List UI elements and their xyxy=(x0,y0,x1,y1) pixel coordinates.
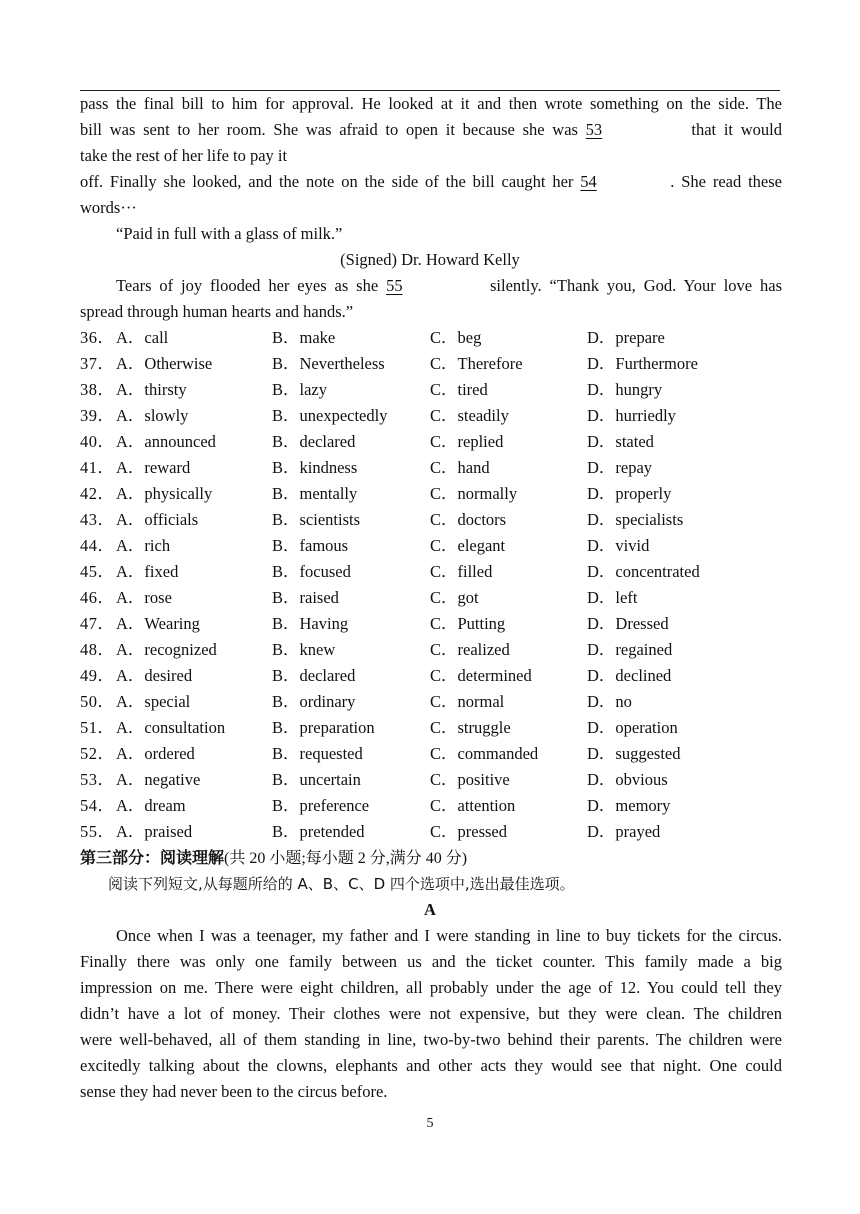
option-d: D．properly xyxy=(587,484,672,503)
question-row xyxy=(80,429,782,455)
question-number: 49． xyxy=(80,666,115,685)
option-a: A．Otherwise xyxy=(116,354,213,373)
quote-line: “Paid in full with a glass of milk.” xyxy=(116,224,343,243)
question-number: 38． xyxy=(80,380,115,399)
section-title: 第三部分：阅读理解 xyxy=(80,848,225,867)
question-row xyxy=(80,325,782,351)
option-c: C．normally xyxy=(430,484,518,503)
option-c: C．elegant xyxy=(430,536,506,555)
question-row xyxy=(80,377,782,403)
passage-a-line: didn’t have a lot of money. Their clothes were not expensive, but they were clean. The children xyxy=(80,1004,782,1023)
option-a: A．officials xyxy=(116,510,199,529)
question-number: 48． xyxy=(80,640,115,659)
question-number: 39． xyxy=(80,406,115,425)
option-b: B．declared xyxy=(272,666,356,685)
question-number: 43． xyxy=(80,510,115,529)
passage-text: Tears of joy flooded her eyes as she xyxy=(116,276,379,295)
signature-line: (Signed) Dr. Howard Kelly xyxy=(340,250,520,269)
question-number: 40． xyxy=(80,432,115,451)
option-a: A．desired xyxy=(116,666,193,685)
option-c: C．tired xyxy=(430,380,488,399)
passage-line: spread through human hearts and hands.” xyxy=(80,302,354,321)
option-d: D．hungry xyxy=(587,380,663,399)
passage-text: bill was sent to her room. She was afraid to open it because she was xyxy=(80,120,578,139)
question-number: 36． xyxy=(80,328,115,347)
passage-text: off. Finally she looked, and the note on the side of the bill caught her xyxy=(80,172,574,191)
option-c: C．commanded xyxy=(430,744,539,763)
option-c: C．attention xyxy=(430,796,516,815)
option-a: A．slowly xyxy=(116,406,189,425)
option-d: D．prepare xyxy=(587,328,665,347)
option-b: B．declared xyxy=(272,432,356,451)
option-a: A．thirsty xyxy=(116,380,187,399)
option-a: A．announced xyxy=(116,432,216,451)
option-d: D．no xyxy=(587,692,632,711)
option-b: B．preparation xyxy=(272,718,375,737)
option-c: C．pressed xyxy=(430,822,507,841)
option-d: D．Dressed xyxy=(587,614,669,633)
option-a: A．dream xyxy=(116,796,186,815)
option-a: A．physically xyxy=(116,484,213,503)
option-b: B．requested xyxy=(272,744,363,763)
passage-a-line: Finally there was only one family between us and the ticket counter. This family made a big xyxy=(80,952,782,971)
passage-text: that it would xyxy=(691,120,782,139)
option-c: C．Therefore xyxy=(430,354,523,373)
section-heading xyxy=(80,845,467,872)
question-number: 53． xyxy=(80,770,115,789)
option-c: C．replied xyxy=(430,432,504,451)
section-instruction: 阅读下列短文,从每题所给的 A、B、C、D 四个选项中,选出最佳选项。 xyxy=(108,875,575,893)
option-c: C．got xyxy=(430,588,479,607)
option-a: A．rich xyxy=(116,536,171,555)
option-c: C．beg xyxy=(430,328,482,347)
passage-line xyxy=(80,117,782,143)
page-number: 5 xyxy=(426,1116,434,1131)
question-row xyxy=(80,559,782,585)
question-row xyxy=(80,585,782,611)
question-row xyxy=(80,455,782,481)
question-number: 42． xyxy=(80,484,115,503)
passage-a-line: were well-behaved, all of them standing in line, two-by-two behind their parents. The children were xyxy=(80,1030,782,1049)
option-a: A．recognized xyxy=(116,640,217,659)
blank-53: 53 xyxy=(585,120,603,139)
question-row xyxy=(80,819,782,845)
option-a: A．fixed xyxy=(116,562,179,581)
question-row xyxy=(80,611,782,637)
option-d: D．specialists xyxy=(587,510,684,529)
option-d: D．operation xyxy=(587,718,678,737)
passage-title: A xyxy=(424,900,436,919)
passage-line xyxy=(116,273,782,299)
question-number: 44． xyxy=(80,536,115,555)
option-d: D．concentrated xyxy=(587,562,700,581)
option-b: B．unexpectedly xyxy=(272,406,388,425)
option-b: B．Having xyxy=(272,614,349,633)
passage-a-line: excitedly talking about the clowns, elephants and other acts they would see that night. One could xyxy=(80,1056,782,1075)
question-row xyxy=(80,741,782,767)
passage-a-line: impression on me. There were eight children, all probably under the age of 12. You could tell they xyxy=(80,978,782,997)
option-d: D．left xyxy=(587,588,638,607)
option-a: A．Wearing xyxy=(116,614,200,633)
option-b: B．famous xyxy=(272,536,349,555)
passage-line xyxy=(80,169,782,195)
question-number: 50． xyxy=(80,692,115,711)
question-row xyxy=(80,767,782,793)
passage-line: take the rest of her life to pay it xyxy=(80,146,288,165)
passage-line: pass the final bill to him for approval. He looked at it and then wrote something on the side. The xyxy=(80,94,782,113)
question-number: 37． xyxy=(80,354,115,373)
option-c: C．determined xyxy=(430,666,532,685)
option-b: B．ordinary xyxy=(272,692,356,711)
option-b: B．kindness xyxy=(272,458,358,477)
option-a: A．consultation xyxy=(116,718,226,737)
option-c: C．filled xyxy=(430,562,493,581)
passage-text: . She read these xyxy=(670,172,782,191)
question-number: 55． xyxy=(80,822,115,841)
question-number: 41． xyxy=(80,458,115,477)
question-row xyxy=(80,663,782,689)
question-row xyxy=(80,715,782,741)
option-b: B．scientists xyxy=(272,510,361,529)
option-a: A．negative xyxy=(116,770,201,789)
question-row xyxy=(80,689,782,715)
option-b: B．pretended xyxy=(272,822,365,841)
option-d: D．stated xyxy=(587,432,654,451)
question-number: 47． xyxy=(80,614,115,633)
question-row xyxy=(80,793,782,819)
passage-a-line: Once when I was a teenager, my father and I were standing in line to buy tickets for the circus. xyxy=(116,926,782,945)
question-number: 45． xyxy=(80,562,115,581)
option-a: A．praised xyxy=(116,822,193,841)
question-number: 54． xyxy=(80,796,115,815)
question-number: 52． xyxy=(80,744,115,763)
option-d: D．obvious xyxy=(587,770,668,789)
option-c: C．positive xyxy=(430,770,510,789)
option-b: B．raised xyxy=(272,588,339,607)
passage-line: words··· xyxy=(80,198,137,217)
question-row xyxy=(80,507,782,533)
option-b: B．lazy xyxy=(272,380,327,399)
option-b: B．Nevertheless xyxy=(272,354,385,373)
option-d: D．memory xyxy=(587,796,671,815)
option-a: A．call xyxy=(116,328,169,347)
option-c: C．hand xyxy=(430,458,490,477)
option-d: D．hurriedly xyxy=(587,406,676,425)
option-c: C．doctors xyxy=(430,510,507,529)
question-row xyxy=(80,481,782,507)
passage-text: silently. “Thank you, God. Your love has xyxy=(490,276,783,295)
option-d: D．Furthermore xyxy=(587,354,698,373)
question-row xyxy=(80,351,782,377)
option-d: D．declined xyxy=(587,666,672,685)
option-a: A．rose xyxy=(116,588,172,607)
section-scoring: (共 20 小题;每小题 2 分,满分 40 分) xyxy=(224,850,468,867)
option-d: D．regained xyxy=(587,640,673,659)
option-c: C．Putting xyxy=(430,614,506,633)
option-c: C．realized xyxy=(430,640,510,659)
option-c: C．struggle xyxy=(430,718,511,737)
blank-55: 55 xyxy=(386,276,403,295)
question-row xyxy=(80,403,782,429)
question-row xyxy=(80,637,782,663)
option-d: D．repay xyxy=(587,458,653,477)
option-a: A．special xyxy=(116,692,191,711)
option-b: B．mentally xyxy=(272,484,358,503)
option-c: C．normal xyxy=(430,692,505,711)
option-c: C．steadily xyxy=(430,406,509,425)
option-b: B．preference xyxy=(272,796,370,815)
option-d: D．vivid xyxy=(587,536,650,555)
passage-a-line: sense they had never been to the circus before. xyxy=(80,1082,388,1101)
question-number: 46． xyxy=(80,588,115,607)
option-a: A．reward xyxy=(116,458,191,477)
question-row xyxy=(80,533,782,559)
question-number: 51． xyxy=(80,718,115,737)
option-b: B．knew xyxy=(272,640,336,659)
option-d: D．suggested xyxy=(587,744,681,763)
option-b: B．uncertain xyxy=(272,770,361,789)
blank-54: 54 xyxy=(580,172,597,191)
option-d: D．prayed xyxy=(587,822,661,841)
option-a: A．ordered xyxy=(116,744,195,763)
option-b: B．focused xyxy=(272,562,351,581)
option-b: B．make xyxy=(272,328,336,347)
